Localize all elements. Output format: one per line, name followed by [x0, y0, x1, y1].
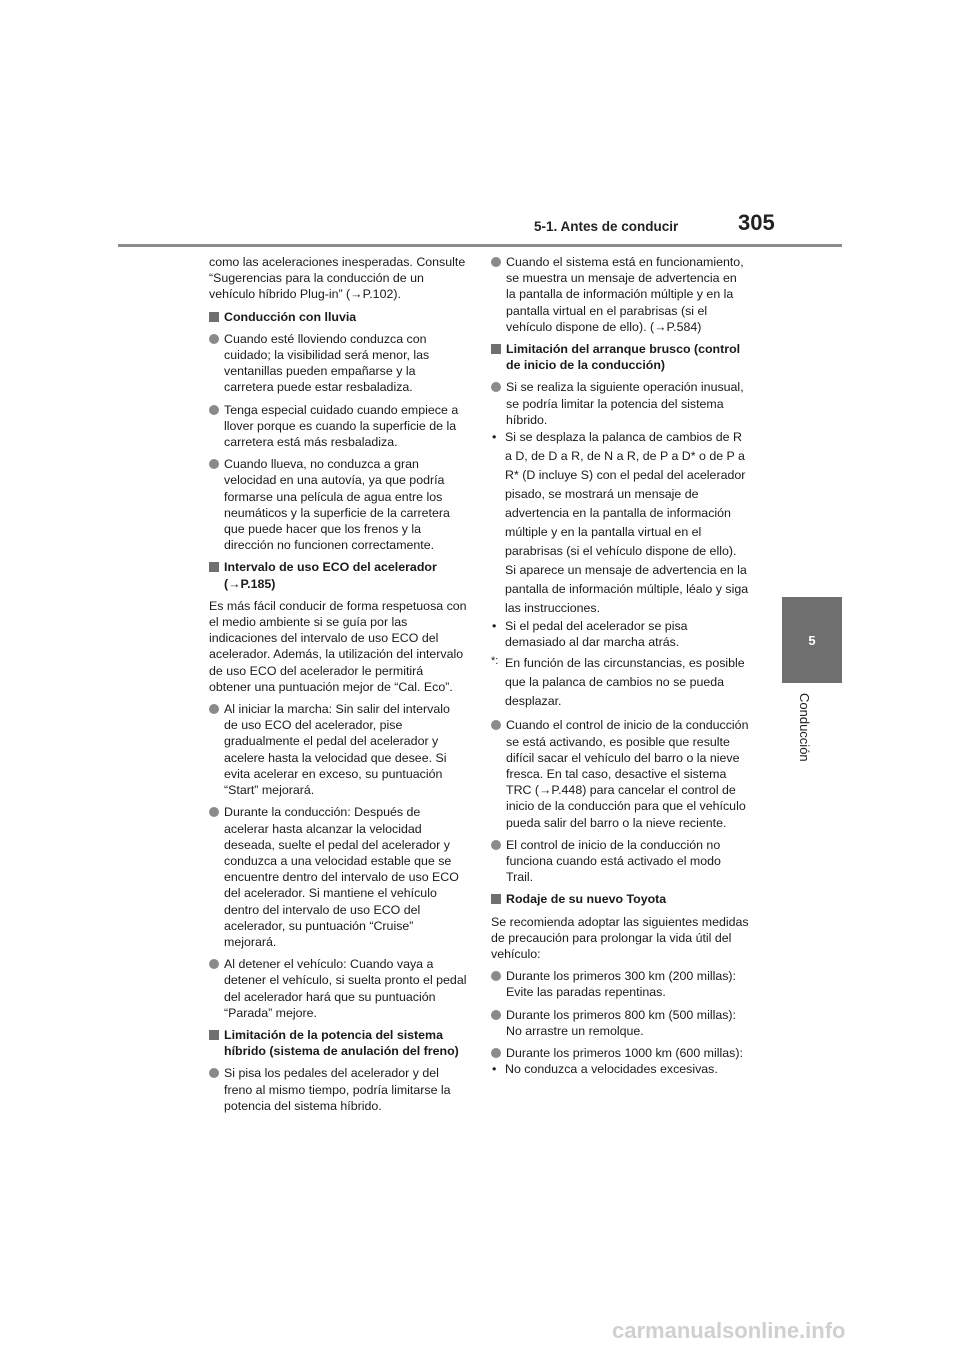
abrupt-heading: Limitación del arranque brusco (control de inicio de la conducción) [491, 341, 749, 373]
eco-paragraph: Es más fácil conducir de forma respetuosa con el medio ambiente si se guía por las indicaciones del intervalo de uso ECO del acelerador. Además, la utilización del intervalo de uso ECO del acelerador le permitirá obtener una puntuación mejor de “Cal. Eco”. [209, 598, 467, 694]
breakin-paragraph: Se recomienda adoptar las siguientes medidas de precaución para prolongar la vida útil del vehículo: [491, 914, 749, 962]
breakin-heading: Rodaje de su nuevo Toyota [491, 891, 749, 907]
list-item: Durante los primeros 300 km (200 millas): Evite las paradas repentinas. [491, 968, 749, 1000]
list-item: Durante la conducción: Después de acelerar hasta alcanzar la velocidad deseada, suelte el pedal del acelerador y conduzca a una velocidad estable que se encuentre dentro del intervalo de uso ECO del acelerador. Si mantiene el vehículo dentro del intervalo de uso ECO del acelerador, su puntuación “Cruise” mejorará. [209, 804, 467, 950]
left-column [209, 254, 467, 1120]
page-number: 305 [738, 210, 775, 235]
list-item: Durante los primeros 1000 km (600 millas): [491, 1045, 749, 1061]
dash-item: • Si se desplaza la palanca de cambios de R a D, de D a R, de N a R, de P a D* o de P a R* (D incluye S) con el pedal del acelerador pisado, se mostrará un mensaje de advertencia en la pantalla de información múltiple y en la pantalla virtual en el parabrisas (si el vehículo dispone de ello). Si aparece un mensaje de advertencia en la pantalla de información múltiple, léalo y siga las instrucciones. [491, 428, 749, 618]
list-item: Si pisa los pedales del acelerador y del freno al mismo tiempo, podría limitarse la potencia del sistema híbrido. [209, 1065, 467, 1114]
list-item: Cuando el control de inicio de la conducción se está activando, es posible que resulte difícil sacar el vehículo del barro o la nieve fresca. En tal caso, desactive el sistema TRC (→P.448) para cancelar el control de inicio de la conducción para que el vehículo pueda salir del barro o la nieve reciente. [491, 717, 749, 830]
list-item: Al iniciar la marcha: Sin salir del intervalo de uso ECO del acelerador, pise gradualmente el pedal del acelerador y acelere hasta la velocidad que desee. Si evita acelerar en exceso, su puntuación “Start” mejorará. [209, 701, 467, 798]
list-item: El control de inicio de la conducción no funciona cuando está activado el modo Trail. [491, 837, 749, 886]
rain-heading: Conducción con lluvia [209, 309, 467, 325]
list-item: Tenga especial cuidado cuando empiece a llover porque es cuando la superficie de la carretera está más resbaladiza. [209, 402, 467, 451]
list-item: Cuando esté lloviendo conduzca con cuidado; la visibilidad será menor, las ventanillas pueden empañarse y la carretera puede estar resbaladiza. [209, 331, 467, 396]
list-item: Durante los primeros 800 km (500 millas): No arrastre un remolque. [491, 1007, 749, 1039]
right-column [491, 254, 749, 1078]
watermark: carmanualsonline.info [612, 1318, 846, 1343]
eco-heading: Intervalo de uso ECO del acelerador (→P.185) [209, 559, 467, 591]
chapter-label: Conducción [797, 693, 812, 762]
header-rule [118, 244, 842, 247]
limit-heading: Limitación de la potencia del sistema híbrido (sistema de anulación del freno) [209, 1027, 467, 1059]
section-title: 5-1. Antes de conducir [534, 219, 679, 234]
footnote: *: En función de las circunstancias, es posible que la palanca de cambios no se pueda desplazar. [491, 654, 749, 711]
dash-item: • No conduzca a velocidades excesivas. [491, 1061, 749, 1077]
list-item: Si se realiza la siguiente operación inusual, se podría limitar la potencia del sistema híbrido. [491, 379, 749, 428]
intro-paragraph: como las aceleraciones inesperadas. Consulte “Sugerencias para la conducción de un vehículo híbrido Plug-in” (→P.102). [209, 255, 466, 302]
list-item: Al detener el vehículo: Cuando vaya a detener el vehículo, si suelta pronto el pedal del acelerador hará que su puntuación “Parada” mejore. [209, 956, 467, 1021]
dash-item: • Si el pedal del acelerador se pisa demasiado al dar marcha atrás. [491, 618, 749, 650]
list-item: Cuando el sistema está en funcionamiento, se muestra un mensaje de advertencia en la pantalla de información múltiple y en la pantalla virtual en el parabrisas (si el vehículo dispone de ello). (→P.584) [491, 254, 749, 335]
chapter-tab: 5 [782, 597, 842, 683]
list-item: Cuando llueva, no conduzca a gran velocidad en una autovía, ya que podría formarse una película de agua entre los neumáticos y la superficie de la carretera que puede hacer que los frenos y la dirección no funcionen correctamente. [209, 456, 467, 553]
